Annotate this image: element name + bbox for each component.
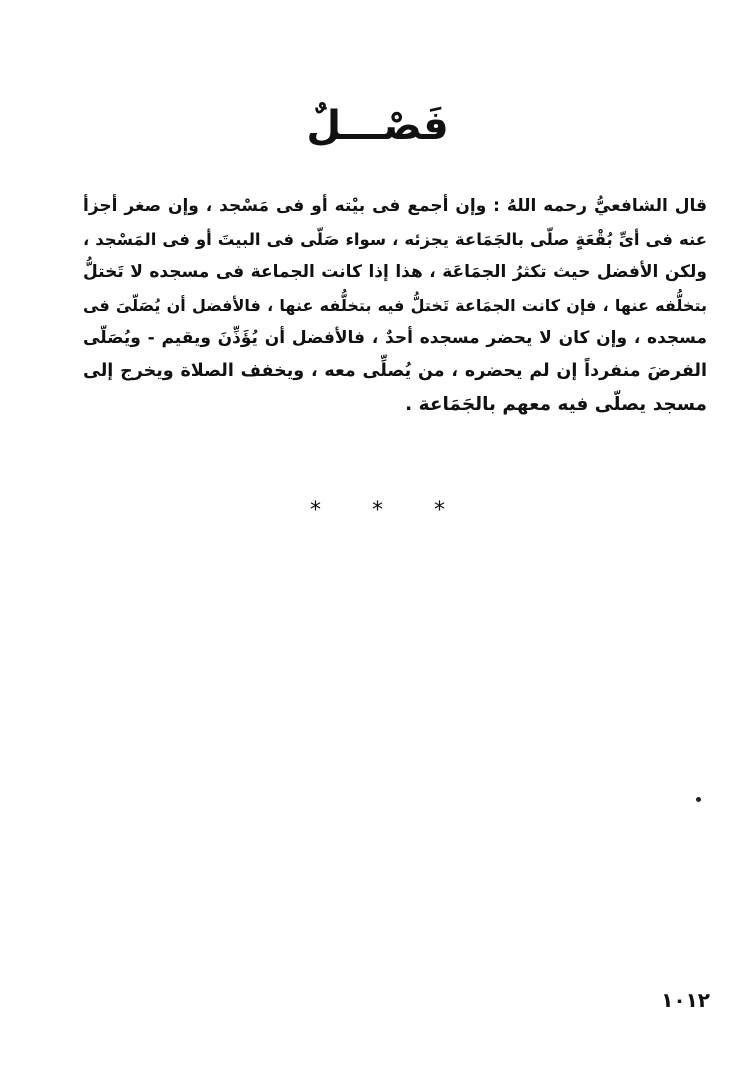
paragraph-line: قال الشافعيُّ رحمه اللهُ : وإن أجمع فى بيْته أو فى مَسْجد ، وإن صغر أجزأ [83,196,707,216]
paragraph-line: عنه فى أىِّ بُقْعَةٍ صلّى بالجَمَاعة يجزئه ، سواء صَلّى فى البيتَ أو فى المَسْجد ، [83,230,707,249]
asterisk-icon: * [310,498,321,523]
section-ornament [0,496,755,526]
paragraph-line: بتخلُّفه عنها ، فإن كانت الجمَاعة تَختلُّ فيه بتخلُّفه عنها ، فالأفضل أن يُصَلّىَ فى [83,296,707,315]
paragraph-line: مسجد يصلّى فيه معهم بالجَمَاعة . [405,394,707,415]
asterisk-icon: * [372,498,383,523]
page-number: ١٠١٢ [661,988,710,1012]
paragraph-line: ولكن الأفضل حيث تكثرُ الجمَاعَة ، هذا إذا كانت الجماعة فى مسجده لا تَختلُّ [83,262,707,282]
paragraph-line: الفرضَ منفرداً إن لم يحضره ، من يُصلِّى معه ، ويخفف الصلاة ويخرج إلى [83,361,707,381]
asterisk-icon: * [434,498,445,523]
paragraph-line: مسجده ، وإن كان لا يحضر مسجده أحدٌ ، فالأفضل أن يُؤَذِّنَ ويقيم - ويُصَلّى [83,328,707,348]
stray-dot [696,797,701,802]
body-paragraph [83,190,707,421]
section-heading: فَصْـــلٌ [306,103,449,149]
